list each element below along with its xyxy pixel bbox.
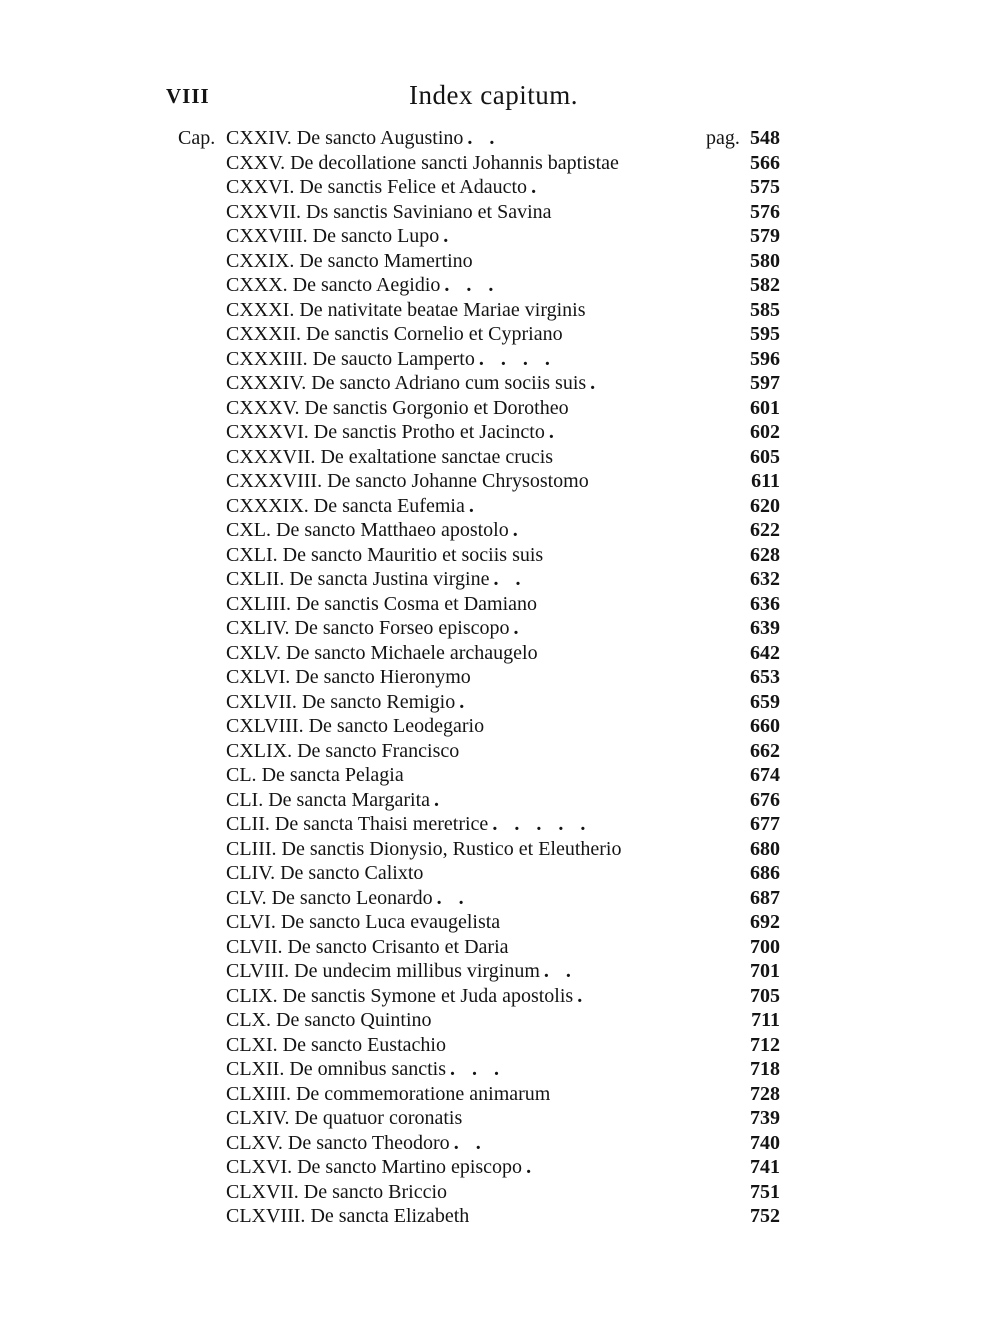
entry-text	[226, 543, 543, 567]
index-entry	[0, 224, 1000, 248]
entry-text	[226, 690, 470, 714]
page-reference: 739	[750, 1107, 780, 1129]
chapter-title: De sancto Theodoro	[287, 1131, 450, 1154]
index-entry	[0, 298, 1000, 322]
index-entry	[0, 641, 1000, 665]
dot-leader: .	[459, 690, 471, 713]
entry-text	[226, 347, 556, 371]
entry-text	[226, 886, 470, 910]
chapter-title: De sancto Mamertino	[299, 249, 473, 272]
index-entry	[0, 1155, 1000, 1179]
index-entry	[0, 812, 1000, 836]
chapter-number: CLXVIII.	[226, 1205, 306, 1227]
index-entry	[0, 420, 1000, 444]
index-entry	[0, 151, 1000, 175]
chapter-title: De sancto Calixto	[280, 862, 424, 884]
index-entry	[0, 445, 1000, 469]
dot-leader: .	[531, 176, 543, 198]
chapter-number: CL.	[226, 764, 257, 786]
chapter-title: De decollatione sancti Johannis baptistae	[290, 151, 619, 174]
dot-leader: .	[468, 494, 480, 517]
entry-text	[226, 1082, 550, 1106]
chapter-title: De sancto Aegidio	[292, 274, 441, 296]
entry-text	[226, 739, 459, 763]
index-entry	[0, 126, 1000, 150]
page-reference: 602	[750, 421, 780, 443]
index-entry	[0, 494, 1000, 518]
page-reference: 585	[750, 298, 780, 321]
chapter-title: De sancto Luca evaugelista	[280, 911, 501, 933]
entry-text	[226, 151, 619, 175]
chapter-number: CLIV.	[226, 862, 276, 884]
index-entry	[0, 984, 1000, 1008]
entry-text	[226, 371, 601, 395]
chapter-title: De sancto Hieronymo	[295, 666, 471, 688]
page-number: VIII	[166, 84, 210, 108]
chapter-number: CXLVI.	[226, 666, 291, 688]
chapter-title: De sancta Justina virgine	[289, 568, 490, 590]
chapter-number: CXLVIII.	[226, 715, 304, 737]
chapter-number: CXLI.	[226, 543, 278, 566]
chapter-number: CXXX.	[226, 274, 288, 296]
chapter-title: De sanctis Protho et Jacincto	[313, 421, 545, 443]
index-entry	[0, 861, 1000, 885]
chapter-number: CXXXIII.	[226, 347, 308, 370]
index-entry	[0, 567, 1000, 591]
chapter-title: De sancto Adriano cum sociis suis	[311, 372, 587, 394]
page-reference: 597	[750, 372, 780, 394]
chapter-title: De sancto Briccio	[303, 1180, 448, 1203]
dot-leader: .	[443, 225, 455, 247]
entry-text	[226, 175, 542, 199]
entry-text	[226, 984, 588, 1008]
page-reference: 566	[750, 151, 780, 174]
chapter-title: De sanctis Cornelio et Cypriano	[306, 323, 563, 345]
dot-leader: . . . .	[478, 347, 556, 370]
chapter-number: CXLIII.	[226, 592, 291, 615]
page-reference: 662	[750, 739, 780, 762]
page-reference: 712	[750, 1033, 780, 1056]
chapter-title: De sancto Michaele archaugelo	[286, 641, 538, 664]
entry-text	[226, 616, 524, 640]
chapter-number: CLI.	[226, 788, 264, 811]
chapter-number: CXLVII.	[226, 690, 297, 713]
page-reference: 632	[750, 568, 780, 590]
page-reference: 605	[750, 445, 780, 468]
index-entry	[0, 690, 1000, 714]
page-reference: 596	[750, 347, 780, 370]
chapter-number: CXXXVII.	[226, 445, 316, 468]
entry-text	[226, 249, 473, 273]
chapter-number: CXL.	[226, 519, 271, 541]
chapter-title: De sancta Elizabeth	[310, 1205, 470, 1227]
page-reference: 751	[750, 1180, 780, 1203]
chapter-number: CXXXVI.	[226, 421, 309, 443]
chapter-title: De commemoratione animarum	[295, 1082, 551, 1105]
index-entry	[0, 665, 1000, 689]
page-reference: 686	[750, 862, 780, 884]
chapter-title: De sancta Pelagia	[261, 764, 404, 786]
chapter-number: CLIX.	[226, 984, 278, 1007]
page-reference: 659	[750, 690, 780, 713]
page-reference: 711	[751, 1009, 780, 1031]
page-reference: 740	[750, 1131, 780, 1154]
index-entry	[0, 200, 1000, 224]
chapter-number: CXXXIX.	[226, 494, 309, 517]
chapter-number: CXXXIV.	[226, 372, 307, 394]
index-entry	[0, 396, 1000, 420]
page-reference: 660	[750, 715, 780, 737]
index-entry	[0, 1106, 1000, 1130]
entry-text	[226, 1106, 462, 1130]
chapter-number: CXLIX.	[226, 739, 293, 762]
chapter-title: De sancto Eustachio	[282, 1033, 446, 1056]
entry-text	[226, 445, 553, 469]
page-reference: 642	[750, 641, 780, 664]
index-entry	[0, 886, 1000, 910]
entry-text	[226, 396, 569, 420]
page-reference: 620	[750, 494, 780, 517]
page-reference: 575	[750, 176, 780, 198]
chapter-number: CLXV.	[226, 1131, 283, 1154]
index-entry	[0, 739, 1000, 763]
index-entry	[0, 616, 1000, 640]
entry-text	[226, 298, 586, 322]
chapter-number: CLXVI.	[226, 1156, 293, 1178]
chapter-title: Ds sanctis Saviniano et Savina	[306, 200, 552, 223]
chapter-title: De omnibus sanctis	[289, 1058, 446, 1080]
index-entry	[0, 935, 1000, 959]
dot-leader: .	[434, 788, 445, 811]
chapter-number: CXXXV.	[226, 396, 300, 419]
chapter-number: CXLIV.	[226, 617, 290, 639]
entry-text	[226, 1204, 469, 1228]
entry-text	[226, 935, 509, 959]
dot-leader: . .	[493, 568, 527, 590]
index-entry	[0, 837, 1000, 861]
entry-text	[226, 788, 445, 812]
index-entry	[0, 959, 1000, 983]
page-reference: 628	[750, 543, 780, 566]
index-entry	[0, 175, 1000, 199]
chapter-number: CLX.	[226, 1009, 271, 1031]
page-reference: 700	[750, 935, 780, 958]
entry-text	[226, 494, 480, 518]
chapter-number: CLXVII.	[226, 1180, 299, 1203]
pag-label: pag.	[706, 127, 740, 149]
chapter-number: CLXIII.	[226, 1082, 291, 1105]
index-entry	[0, 910, 1000, 934]
entry-text	[226, 592, 537, 616]
entry-text	[226, 1008, 432, 1032]
chapter-title: De sanctis Symone et Juda apostolis	[282, 984, 574, 1007]
page-reference: 676	[750, 788, 780, 811]
page-reference: 674	[750, 764, 780, 786]
running-title: Index capitum.	[409, 80, 578, 110]
chapter-title: De sancto Lupo	[312, 225, 440, 247]
dot-leader: .	[548, 421, 560, 443]
dot-leader: .	[577, 984, 589, 1007]
index-entry	[0, 347, 1000, 371]
index-entry	[0, 543, 1000, 567]
chapter-number: CXXV.	[226, 151, 286, 174]
chapter-title: De sancto Leonardo	[271, 886, 433, 909]
entry-text	[226, 665, 471, 689]
chapter-number: CXLV.	[226, 641, 282, 664]
chapter-number: CLVIII.	[226, 960, 290, 982]
chapter-title: De sancta Thaisi meretrice	[274, 813, 489, 835]
dot-leader: .	[513, 617, 525, 639]
entry-text	[226, 837, 622, 861]
chapter-title: De sancto Augustino	[296, 127, 464, 149]
chapter-title: De sanctis Felice et Adaucto	[299, 176, 528, 198]
chapter-number: CLXII.	[226, 1058, 285, 1080]
index-entry	[0, 788, 1000, 812]
page-reference: 601	[750, 396, 780, 419]
chapter-title: De exaltatione sanctae crucis	[320, 445, 554, 468]
entry-text	[226, 714, 484, 738]
page-reference: 576	[750, 200, 780, 223]
chapter-number: CLV.	[226, 886, 267, 909]
index-entry	[0, 1057, 1000, 1081]
index-entry	[0, 1033, 1000, 1057]
entry-text	[226, 1131, 487, 1155]
index-entry	[0, 322, 1000, 346]
chapter-title: De sanctis Gorgonio et Dorotheo	[304, 396, 569, 419]
page-reference: 692	[750, 911, 780, 933]
chapter-title: De sancto Johanne Chrysostomo	[327, 470, 589, 492]
chapter-number: CXXIV.	[226, 127, 292, 149]
page-reference: 680	[750, 837, 780, 860]
chapter-number: CLVI.	[226, 911, 276, 933]
chapter-number: CLXI.	[226, 1033, 278, 1056]
page-reference: 636	[750, 592, 780, 615]
page-reference: 741	[750, 1156, 780, 1178]
dot-leader: . .	[453, 1131, 487, 1154]
chapter-number: CXXXI.	[226, 298, 295, 321]
chapter-title: De sancto Leodegario	[308, 715, 485, 737]
entry-text	[226, 641, 538, 665]
entry-text	[226, 1033, 446, 1057]
entry-text	[226, 861, 423, 885]
dot-leader: . .	[436, 886, 470, 909]
index-entry	[0, 469, 1000, 493]
chapter-title: De sancto Forseo episcopo	[294, 617, 510, 639]
chapter-number: CLXIV.	[226, 1107, 290, 1129]
chapter-title: De quatuor coronatis	[294, 1107, 463, 1129]
chapter-number: CXXVI.	[226, 176, 295, 198]
page-reference: 580	[750, 249, 780, 272]
entry-text	[226, 224, 454, 248]
chapter-title: De nativitate beatae Mariae virginis	[299, 298, 586, 321]
dot-leader: . . .	[444, 274, 500, 296]
entry-text	[226, 200, 552, 224]
chapter-number: CXXIX.	[226, 249, 295, 272]
entry-text	[226, 322, 563, 346]
page-reference: 718	[750, 1058, 780, 1080]
chapter-title: De sancto Crisanto et Daria	[287, 935, 509, 958]
dot-leader: .	[590, 372, 602, 394]
page-reference: 622	[750, 519, 780, 541]
index-entry	[0, 1008, 1000, 1032]
dot-leader: .	[526, 1156, 538, 1178]
entry-text	[226, 1057, 505, 1081]
entry-text	[226, 1155, 537, 1179]
entry-text	[226, 518, 524, 542]
entry-text	[226, 420, 560, 444]
chapter-title: De sancto Martino episcopo	[297, 1156, 523, 1178]
entry-text	[226, 812, 591, 836]
chapter-number: CXXVII.	[226, 200, 301, 223]
page-reference: 579	[750, 225, 780, 247]
page-reference: 653	[750, 666, 780, 688]
page-reference: 752	[750, 1205, 780, 1227]
index-entry	[0, 249, 1000, 273]
chapter-title: De sancta Eufemia	[313, 494, 465, 517]
page-reference: 687	[750, 886, 780, 909]
chapter-title: De sanctis Dionysio, Rustico et Eleutherio	[281, 837, 622, 860]
entry-text	[226, 273, 499, 297]
page-reference: 548	[750, 127, 780, 149]
chapter-number: CXLII.	[226, 568, 285, 590]
index-entry	[0, 1204, 1000, 1228]
chapter-number: CXXVIII.	[226, 225, 308, 247]
chapter-title: De sancto Remigio	[301, 690, 456, 713]
chapter-title: De sancto Francisco	[297, 739, 460, 762]
page-reference: 701	[750, 960, 780, 982]
page-reference: 705	[750, 984, 780, 1007]
page-reference: 582	[750, 274, 780, 296]
entry-text	[226, 567, 526, 591]
index-entry	[0, 371, 1000, 395]
chapter-number: CLIII.	[226, 837, 277, 860]
cap-prefix: Cap.	[178, 127, 216, 149]
index-entry	[0, 714, 1000, 738]
entry-text	[226, 910, 500, 934]
dot-leader: . . . . .	[492, 813, 592, 835]
entry-text	[226, 763, 404, 787]
chapter-title: De sancto Matthaeo apostolo	[276, 519, 509, 541]
dot-leader: . . .	[449, 1058, 505, 1080]
chapter-title: De sanctis Cosma et Damiano	[295, 592, 538, 615]
chapter-title: De undecim millibus virginum	[294, 960, 540, 982]
chapter-title: De saucto Lamperto	[312, 347, 475, 370]
page-reference: 611	[751, 470, 780, 492]
index-entry	[0, 592, 1000, 616]
chapter-number: CLVII.	[226, 935, 283, 958]
index-entry	[0, 1180, 1000, 1204]
index-entry	[0, 1131, 1000, 1155]
entry-text	[226, 1180, 447, 1204]
chapter-number: CLII.	[226, 813, 270, 835]
page-reference: 639	[750, 617, 780, 639]
chapter-number: CXXXVIII.	[226, 470, 323, 492]
index-entry	[0, 763, 1000, 787]
page-reference: 728	[750, 1082, 780, 1105]
entry-text	[226, 469, 589, 493]
chapter-number: CXXXII.	[226, 323, 301, 345]
dot-leader: . .	[543, 960, 577, 982]
index-entry	[0, 1082, 1000, 1106]
index-entry	[0, 518, 1000, 542]
chapter-title: De sancto Mauritio et sociis suis	[282, 543, 544, 566]
page-reference: 677	[750, 813, 780, 835]
dot-leader: .	[512, 519, 524, 541]
entry-text	[226, 126, 500, 150]
page-reference: 595	[750, 323, 780, 345]
chapter-title: De sancto Quintino	[276, 1009, 432, 1031]
index-entry	[0, 273, 1000, 297]
entry-text	[226, 959, 577, 983]
chapter-title: De sancta Margarita	[268, 788, 430, 811]
dot-leader: . .	[467, 127, 501, 149]
